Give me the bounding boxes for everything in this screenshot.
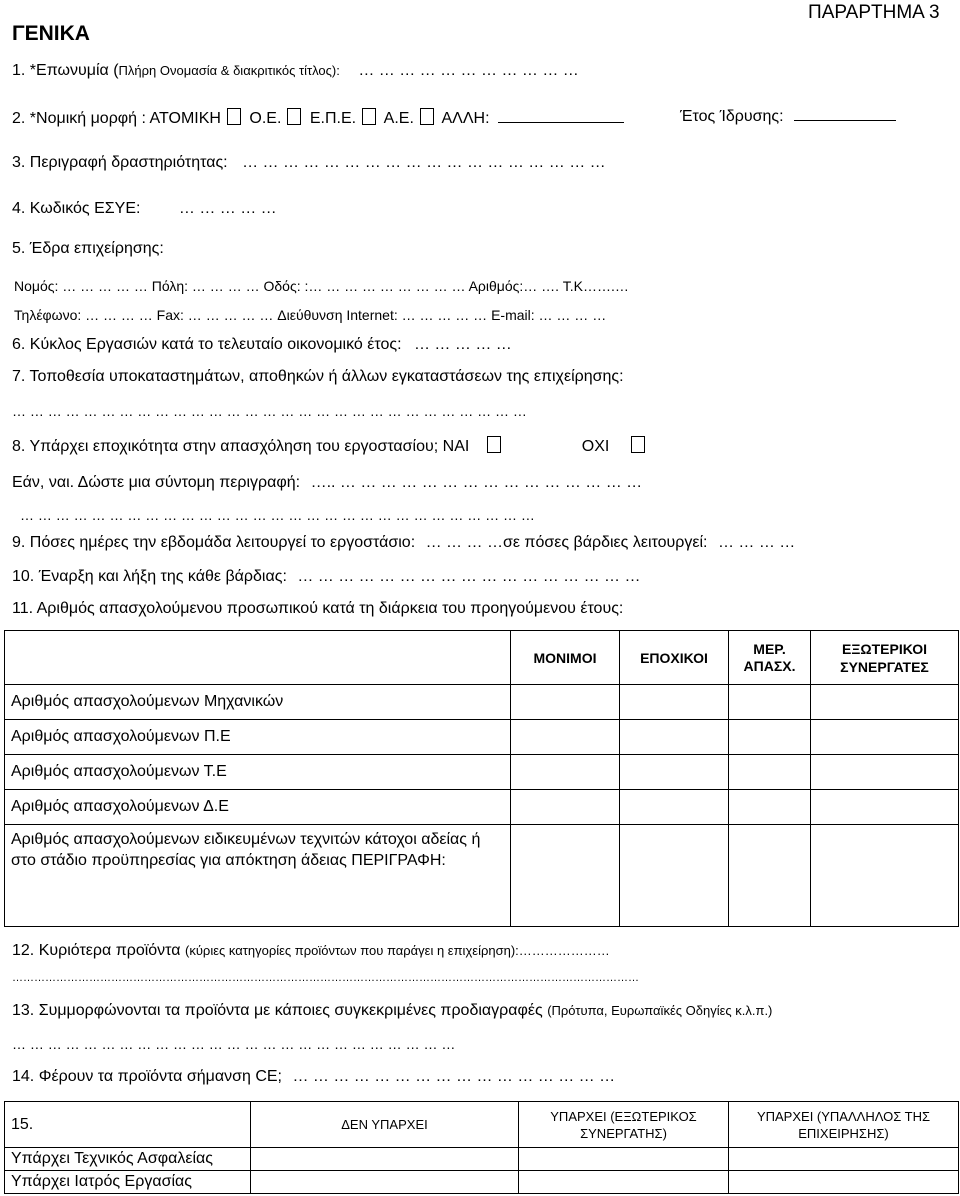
q8-no-label: ΟΧΙ — [581, 438, 610, 455]
q5-contact-row[interactable]: Τηλέφωνο: … … … … Fax: … … … … … Διεύθυνση Internet: … … … … … E-mail: … … … … — [14, 307, 607, 323]
q10-row — [12, 568, 640, 586]
cell-input[interactable] — [519, 1171, 729, 1194]
q5-label: 5. Έδρα επιχείρησης: — [12, 240, 164, 257]
q8-if-yes: Εάν, ναι. — [12, 474, 75, 491]
q14-label: 14. Φέρουν τα προϊόντα σήμανση CE; — [12, 1068, 282, 1085]
q7-dots[interactable]: … … … … … … … … … … … … … … … … … … … … … … … … … … … … … — [12, 403, 527, 419]
q9-row — [12, 534, 795, 552]
cell-input[interactable] — [729, 825, 811, 927]
q13-label: 13. Συμμορφώνονται τα προϊόντα με κάποιες συγκεκριμένες προδιαγραφές — [12, 1002, 543, 1019]
cell-input[interactable] — [729, 1148, 959, 1171]
q6-row — [12, 336, 512, 354]
section-title: ΓΕΝΙΚΑ — [12, 22, 90, 45]
q6-dots[interactable]: … … … … … — [413, 336, 512, 353]
q13-hint: (Πρότυπα, Ευρωπαϊκές Οδηγίες κ.λ.π.) — [547, 1003, 773, 1018]
checkbox-epe[interactable] — [362, 108, 376, 125]
q6-label: 6. Κύκλος Εργασιών κατά το τελευταίο οικονομικό έτος: — [12, 336, 402, 353]
row-label-engineers: Αριθμός απασχολούμενων Μηχανικών — [5, 685, 511, 720]
table-row — [5, 790, 959, 825]
table-row — [5, 720, 959, 755]
cell-input[interactable] — [251, 1148, 519, 1171]
safety-table — [4, 1101, 959, 1194]
cell-input[interactable] — [251, 1171, 519, 1194]
q5-address-row[interactable]: Νομός: … … … … … Πόλη: … … … … Οδός: :… … … … … … … … … Αριθμός:… …. Τ.Κ…….… — [14, 278, 629, 294]
cell-input[interactable] — [511, 755, 620, 790]
q8-describe-row — [12, 474, 642, 492]
row-label-technicians: Αριθμός απασχολούμενων ειδικευμένων τεχνιτών κάτοχοι αδείας ή στο στάδιο προϋπηρεσίας για απόκτηση άδειας ΠΕΡΙΓΡΑΦΗ: — [5, 825, 511, 927]
q8-row — [12, 436, 649, 456]
checkbox-ae[interactable] — [420, 108, 434, 125]
cell-input[interactable] — [511, 685, 620, 720]
row-label-pe: Αριθμός απασχολούμενων Π.Ε — [5, 720, 511, 755]
q7-label: 7. Τοποθεσία υποκαταστημάτων, αποθηκών ή άλλων εγκαταστάσεων της επιχείρησης: — [12, 368, 624, 385]
header-part-time: ΜΕΡ. ΑΠΑΣΧ. — [729, 631, 811, 685]
cell-input[interactable] — [519, 1148, 729, 1171]
checkbox-oe[interactable] — [287, 108, 301, 125]
table-row — [5, 755, 959, 790]
cell-input[interactable] — [811, 755, 959, 790]
q8-dots1[interactable]: ….. … … … … … … … … … … … … … … … — [310, 474, 643, 491]
q9-shifts-label: σε πόσες βάρδιες λειτουργεί: — [502, 534, 708, 551]
q12-label: 12. Κυριότερα προϊόντα — [12, 942, 181, 959]
founding-year-row — [680, 108, 896, 126]
checkbox-yes[interactable] — [487, 436, 501, 453]
q3-row — [12, 154, 606, 172]
header-external-partner: ΥΠΑΡΧΕΙ (ΕΞΩΤΕΡΙΚΟΣ ΣΥΝΕΡΓΑΤΗΣ) — [519, 1102, 729, 1148]
q3-dots[interactable]: … … … … … … … … … … … … … … … … … … — [242, 154, 606, 171]
annex-title: ΠΑΡΑΡΤΗΜΑ 3 — [808, 2, 940, 23]
personnel-header-row — [5, 631, 959, 685]
cell-input[interactable] — [811, 825, 959, 927]
q2-opt-other: ΑΛΛΗ: — [441, 110, 490, 127]
table-row — [5, 685, 959, 720]
cell-input[interactable] — [620, 720, 729, 755]
header-employee: ΥΠΑΡΧΕΙ (ΥΠΑΛΛΗΛΟΣ ΤΗΣ ΕΠΙΧΕΙΡΗΣΗΣ) — [729, 1102, 959, 1148]
q8-dots2[interactable]: … … … … … … … … … … … … … … … … … … … … … … … … … … … … … — [20, 507, 535, 523]
cell-input[interactable] — [620, 790, 729, 825]
cell-input[interactable] — [729, 1171, 959, 1194]
table-row — [5, 1171, 959, 1194]
q3-label: 3. Περιγραφή δραστηριότητας: — [12, 154, 228, 171]
q1-dots[interactable]: … … … … … … … … … … … — [358, 62, 579, 79]
q8-label: 8. Υπάρχει εποχικότητα στην απασχόληση του εργοστασίου; ΝΑΙ — [12, 438, 470, 455]
row-label-te: Αριθμός απασχολούμενων Τ.Ε — [5, 755, 511, 790]
q4-dots[interactable]: … … … … … — [178, 200, 277, 217]
cell-input[interactable] — [511, 825, 620, 927]
cell-input[interactable] — [511, 720, 620, 755]
q2-label: 2. *Νομική μορφή : ΑΤΟΜΙΚΗ — [12, 110, 221, 127]
q12-dots1[interactable]: ………………… — [518, 943, 610, 958]
q4-label: 4. Κωδικός ΕΣΥΕ: — [12, 200, 141, 217]
q2-opt-epe: Ε.Π.Ε. — [309, 110, 357, 127]
q12-row — [12, 942, 610, 960]
cell-input[interactable] — [729, 685, 811, 720]
cell-input[interactable] — [811, 685, 959, 720]
q8-describe: Δώστε μια σύντομη περιγραφή: — [77, 474, 301, 491]
q9-label: 9. Πόσες ημέρες την εβδομάδα λειτουργεί το εργοστάσιο: — [12, 534, 416, 551]
other-legal-form-field[interactable] — [498, 122, 624, 123]
q12-dots2[interactable]: ……………………………………………………………………………………………………………………………………………………… — [12, 972, 639, 984]
q1-hint: Πλήρη Ονομασία & διακριτικός τίτλος): — [118, 63, 340, 78]
q2-opt-ae: Α.Ε. — [383, 110, 414, 127]
q10-label: 10. Έναρξη και λήξη της κάθε βάρδιας: — [12, 568, 287, 585]
q13-row — [12, 1002, 772, 1020]
table-row — [5, 1148, 959, 1171]
safety-header-row — [5, 1102, 959, 1148]
q1-row — [12, 62, 579, 80]
row-label-de: Αριθμός απασχολούμενων Δ.Ε — [5, 790, 511, 825]
header-none: ΔΕΝ ΥΠΑΡΧΕΙ — [251, 1102, 519, 1148]
table-row — [5, 825, 959, 927]
q12-hint: (κύριες κατηγορίες προϊόντων που παράγει η επιχείρηση): — [184, 943, 519, 958]
cell-input[interactable] — [511, 790, 620, 825]
founding-year-field[interactable] — [794, 120, 896, 121]
cell-input[interactable] — [620, 825, 729, 927]
q10-dots[interactable]: … … … … … … … … … … … … … … … … … — [297, 568, 641, 585]
cell-input[interactable] — [729, 755, 811, 790]
founding-year-label: Έτος Ίδρυσης: — [680, 108, 784, 125]
q9-days-dots[interactable]: … … … … — [425, 534, 503, 551]
row-label-safety-technician: Υπάρχει Τεχνικός Ασφαλείας — [5, 1148, 251, 1171]
personnel-header-blank — [5, 631, 511, 685]
personnel-table — [4, 630, 959, 927]
cell-input[interactable] — [729, 720, 811, 755]
q14-dots[interactable]: … … … … … … … … … … … … … … … … — [292, 1068, 616, 1085]
q13-dots[interactable]: … … … … … … … … … … … … … … … … … … … … … … … … … — [12, 1036, 456, 1052]
q2-row — [12, 108, 624, 128]
cell-input[interactable] — [729, 790, 811, 825]
q4-row — [12, 200, 277, 218]
checkbox-atomiki[interactable] — [227, 108, 241, 125]
cell-input[interactable] — [811, 720, 959, 755]
q15-label: 15. — [5, 1102, 251, 1148]
q2-opt-oe: Ο.Ε. — [249, 110, 282, 127]
q11-label: 11. Αριθμός απασχολούμενου προσωπικού κατά τη διάρκεια του προηγούμενου έτους: — [12, 600, 624, 617]
q14-row — [12, 1068, 615, 1086]
checkbox-no[interactable] — [631, 436, 645, 453]
cell-input[interactable] — [620, 685, 729, 720]
cell-input[interactable] — [620, 755, 729, 790]
q1-label: 1. *Επωνυμία ( — [12, 62, 119, 79]
header-permanent: ΜΟΝΙΜΟΙ — [511, 631, 620, 685]
row-label-occupational-doctor: Υπάρχει Ιατρός Εργασίας — [5, 1171, 251, 1194]
header-seasonal: ΕΠΟΧΙΚΟΙ — [620, 631, 729, 685]
q9-shifts-dots[interactable]: … … … … — [717, 534, 796, 551]
cell-input[interactable] — [811, 790, 959, 825]
header-external: ΕΞΩΤΕΡΙΚΟΙ ΣΥΝΕΡΓΑΤΕΣ — [811, 631, 959, 685]
